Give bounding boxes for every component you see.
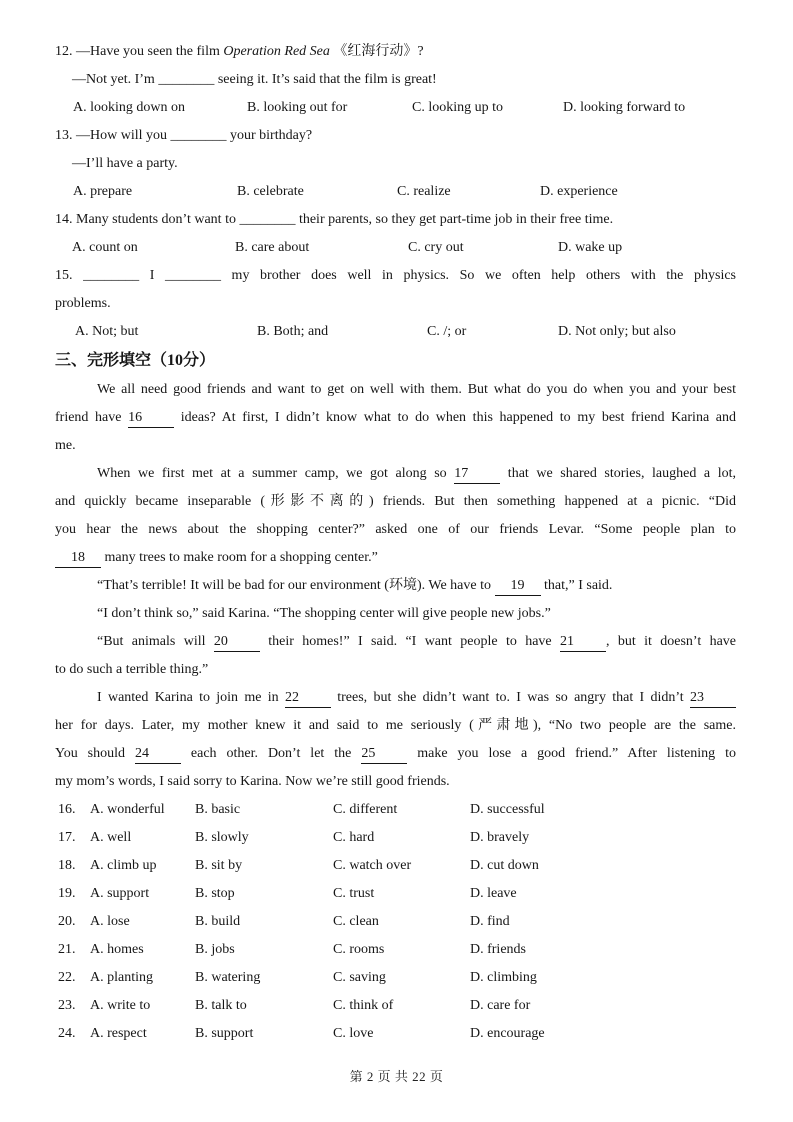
question-13-options	[55, 178, 736, 206]
passage-line-5	[55, 488, 736, 516]
option-c: C. different	[333, 802, 398, 817]
question-13	[55, 122, 736, 206]
question-12	[55, 38, 736, 122]
option-c: C. watch over	[333, 858, 412, 873]
question-15-stem-line2: problems.	[55, 296, 111, 311]
option-c: C. love	[333, 1026, 374, 1041]
cloze-blank: 18	[55, 550, 101, 568]
option-d: D. successful	[470, 802, 545, 817]
text-segment: I wanted Karina to join me in	[97, 690, 285, 705]
text-segment: that we shared stories, laughed a lot,	[500, 466, 736, 481]
text-segment: We all need good friends and want to get on well with them. But what do you do when you and your best	[97, 382, 736, 397]
question-14	[55, 206, 736, 262]
cloze-row-21	[55, 936, 736, 964]
cloze-blank: 22	[285, 690, 331, 708]
cloze-options	[55, 796, 736, 1048]
option-a: A. lose	[90, 914, 130, 929]
cloze-blank: 24	[135, 746, 181, 764]
option-d: D. friends	[470, 942, 526, 957]
cloze-number: 18.	[58, 858, 76, 873]
option-b: B. talk to	[195, 998, 247, 1013]
option-c: C. think of	[333, 998, 394, 1013]
option-c: C. saving	[333, 970, 386, 985]
option-b: B. watering	[195, 970, 261, 985]
option-c: C. realize	[397, 184, 451, 199]
option-a: A. Not; but	[75, 324, 139, 339]
passage-line-11	[55, 656, 736, 684]
question-12-reply: —Not yet. I’m ________ seeing it. It’s said that the film is great!	[72, 72, 437, 87]
question-15	[55, 262, 736, 346]
passage-line-7	[55, 544, 736, 572]
cloze-passage	[55, 376, 736, 796]
question-13-stem: 13. —How will you ________ your birthday?	[55, 128, 313, 143]
cloze-row-18	[55, 852, 736, 880]
passage-line-12	[55, 684, 736, 712]
text-segment: “That’s terrible! It will be bad for our environment (环境). We have to	[97, 578, 495, 593]
option-b: B. slowly	[195, 830, 249, 845]
passage-line-13	[55, 712, 736, 740]
text-segment: many trees to make room for a shopping center.”	[101, 550, 378, 565]
option-d: D. leave	[470, 886, 517, 901]
option-c: C. cry out	[408, 240, 464, 255]
text-segment: that,” I said.	[540, 578, 613, 593]
option-d: D. care for	[470, 998, 531, 1013]
question-14-options	[55, 234, 736, 262]
passage-line-14	[55, 740, 736, 768]
option-b: B. jobs	[195, 942, 235, 957]
text-segment: their homes!” I said. “I want people to have	[259, 634, 560, 649]
option-b: B. sit by	[195, 858, 243, 873]
text-segment: to do such a terrible thing.”	[55, 662, 209, 677]
text-segment: You should	[55, 746, 135, 761]
passage-line-4	[55, 460, 736, 488]
option-a: A. wonderful	[90, 802, 165, 817]
cloze-blank: 19	[495, 578, 541, 596]
option-b: B. celebrate	[237, 184, 304, 199]
text-segment: you hear the news about the shopping center?” asked one of our friends Levar. “Some people plan to	[55, 522, 736, 537]
cloze-blank: 16	[128, 410, 174, 428]
cloze-row-22	[55, 964, 736, 992]
cloze-number: 20.	[58, 914, 76, 929]
text-segment: trees, but she didn’t want to. I was so angry that I didn’t	[330, 690, 690, 705]
text-segment: her for days. Later, my mother knew it and said to me seriously (严肃地), “No two people are the same.	[55, 718, 736, 733]
question-15-stem: 15. ________ I ________ my brother does well in physics. So we often help others with the physics	[55, 268, 736, 283]
option-a: A. count on	[72, 240, 138, 255]
text-segment: friend have	[55, 410, 129, 425]
cloze-blank: 23	[690, 690, 736, 708]
option-a: A. prepare	[73, 184, 133, 199]
cloze-number: 22.	[58, 970, 76, 985]
cloze-number: 19.	[58, 886, 76, 901]
option-a: A. write to	[90, 998, 151, 1013]
cloze-number: 23.	[58, 998, 76, 1013]
text-segment: me.	[55, 438, 76, 453]
text-segment: “I don’t think so,” said Karina. “The shopping center will give people new jobs.”	[97, 606, 551, 621]
passage-line-9	[55, 600, 736, 628]
option-d: D. looking forward to	[563, 100, 686, 115]
text-segment: , but it doesn’t have	[606, 634, 737, 649]
option-c: C. trust	[333, 886, 375, 901]
cloze-row-20	[55, 908, 736, 936]
option-a: A. looking down on	[73, 100, 185, 115]
text-segment: each other. Don’t let the	[180, 746, 362, 761]
passage-line-3	[55, 432, 736, 460]
option-b: B. build	[195, 914, 241, 929]
passage-line-8	[55, 572, 736, 600]
passage-line-2	[55, 404, 736, 432]
option-d: D. cut down	[470, 858, 539, 873]
option-a: A. well	[90, 830, 132, 845]
question-12-stem	[55, 38, 736, 66]
option-d: D. bravely	[470, 830, 530, 845]
option-d: D. Not only; but also	[558, 324, 676, 339]
option-d: D. wake up	[558, 240, 623, 255]
text-segment: Operation Red Sea	[223, 44, 330, 59]
cloze-blank: 25	[361, 746, 407, 764]
cloze-row-16	[55, 796, 736, 824]
passage-line-15	[55, 768, 736, 796]
text-segment: When we first met at a summer camp, we got along so	[97, 466, 455, 481]
option-a: A. homes	[90, 942, 144, 957]
cloze-blank: 20	[214, 634, 260, 652]
text-segment: my mom’s words, I said sorry to Karina. Now we’re still good friends.	[55, 774, 450, 789]
text-segment: make you lose a good friend.” After listening to	[407, 746, 736, 761]
text-segment: 《红海行动》?	[329, 44, 424, 59]
option-c: C. /; or	[427, 324, 467, 339]
option-a: A. support	[90, 886, 150, 901]
cloze-blank: 21	[560, 634, 606, 652]
option-b: B. looking out for	[247, 100, 348, 115]
cloze-number: 16.	[58, 802, 76, 817]
passage-line-10	[55, 628, 736, 656]
option-b: B. care about	[235, 240, 310, 255]
cloze-row-17	[55, 824, 736, 852]
passage-line-6	[55, 516, 736, 544]
cloze-row-19	[55, 880, 736, 908]
cloze-number: 17.	[58, 830, 76, 845]
text-segment: ideas? At first, I didn’t know what to do when this happened to my best friend Karina and	[174, 410, 736, 425]
option-a: A. climb up	[90, 858, 157, 873]
cloze-number: 24.	[58, 1026, 76, 1041]
option-b: B. Both; and	[257, 324, 329, 339]
text-segment: “But animals will	[97, 634, 214, 649]
question-12-options	[55, 94, 736, 122]
option-d: D. encourage	[470, 1026, 545, 1041]
question-13-reply: —I’ll have a party.	[72, 156, 178, 171]
option-b: B. support	[195, 1026, 254, 1041]
question-14-stem: 14. Many students don’t want to ________ their parents, so they get part-time job in their free time.	[55, 212, 614, 227]
cloze-row-24	[55, 1020, 736, 1048]
text-segment: and quickly became inseparable (形影不离的) friends. But then something happened at a picnic. “Did	[55, 494, 736, 509]
option-c: C. clean	[333, 914, 379, 929]
option-a: A. respect	[90, 1026, 147, 1041]
option-d: D. climbing	[470, 970, 537, 985]
cloze-row-23	[55, 992, 736, 1020]
option-a: A. planting	[90, 970, 153, 985]
question-15-options	[55, 318, 736, 346]
passage-line-1	[55, 376, 736, 404]
option-c: C. looking up to	[412, 100, 504, 115]
cloze-number: 21.	[58, 942, 76, 957]
option-b: B. basic	[195, 802, 241, 817]
text-segment: 12. —Have you seen the film	[55, 44, 224, 59]
cloze-blank: 17	[454, 466, 500, 484]
cloze-section-heading: 三、完形填空（10分）	[55, 352, 216, 369]
option-d: D. experience	[540, 184, 618, 199]
option-c: C. hard	[333, 830, 375, 845]
option-b: B. stop	[195, 886, 235, 901]
option-c: C. rooms	[333, 942, 385, 957]
option-d: D. find	[470, 914, 510, 929]
page-footer: 第 2 页 共 22 页	[349, 1069, 444, 1084]
